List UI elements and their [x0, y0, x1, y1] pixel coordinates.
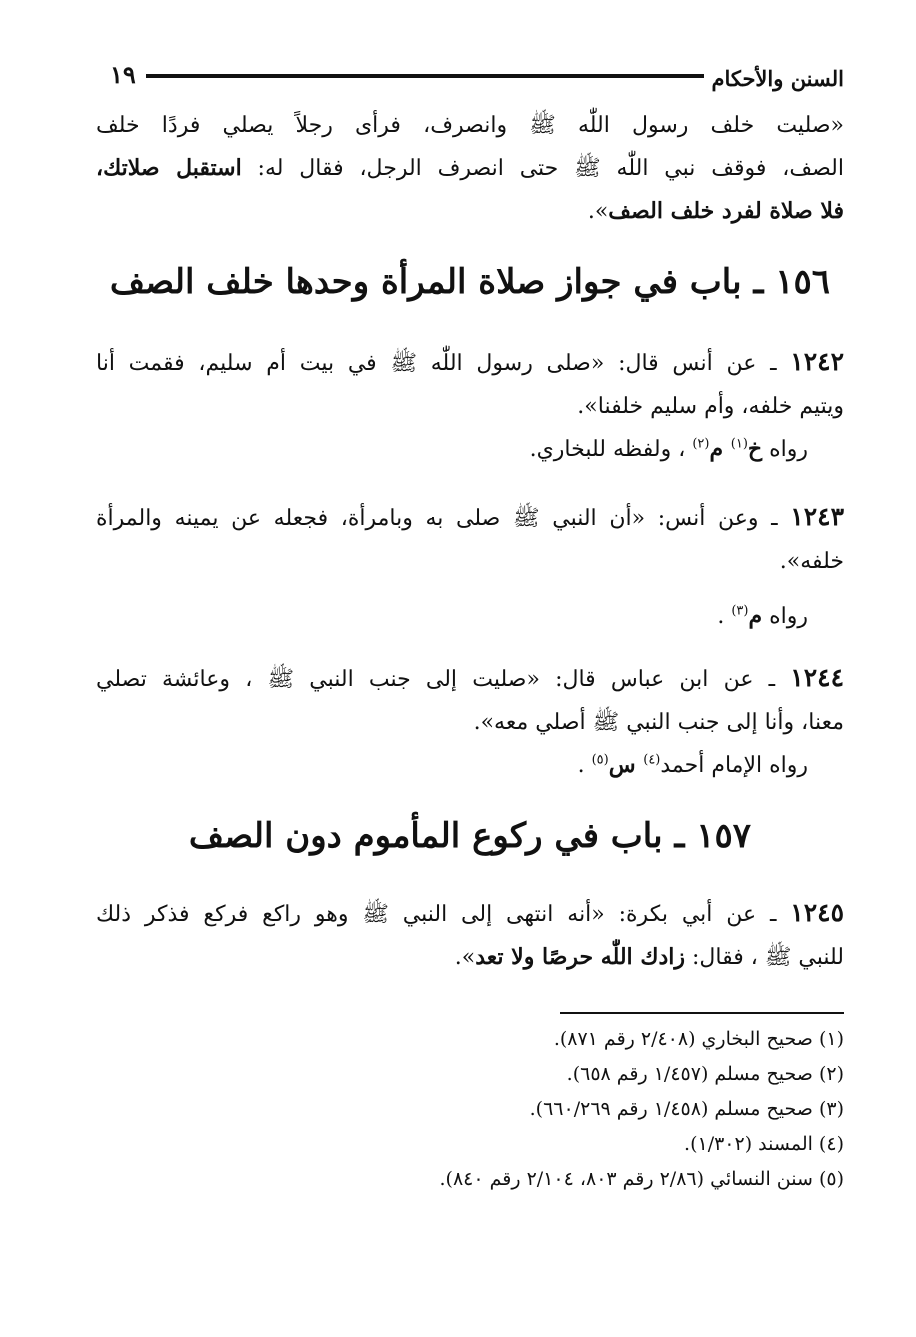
- text-run: ـ عن أبي بكرة: «أنه انتهى إلى النبي ﷺ وهو راكع فركع فذكر ذلك: [96, 902, 791, 927]
- text-line: معنا، وأنا إلى جنب النبي ﷺ أصلي معه».: [473, 710, 844, 735]
- text-line: «صليت خلف رسول اللّٰه ﷺ وانصرف، فرأى رجلاً يصلي فردًا خلف: [96, 113, 844, 138]
- hadith-number: ١٢٤٣: [790, 502, 844, 531]
- page-header: [110, 56, 844, 96]
- footnote: (٣) صحيح مسلم (١/٤٥٨ رقم ٦٦٠/٢٦٩).: [529, 1098, 844, 1120]
- text-run: ـ وعن أنس: «أن النبي ﷺ صلى به وبامرأة، فجعله عن يمينه والمرأة: [96, 506, 791, 531]
- source-abbrev: م: [748, 603, 763, 629]
- text-run: ».: [454, 945, 476, 970]
- text-run: .: [717, 604, 732, 629]
- footnotes: [300, 1022, 844, 1197]
- text-run: الصف، فوقف نبي اللّٰه ﷺ حتى انصرف الرجل، فقال له:: [241, 156, 844, 181]
- text-line: [96, 936, 844, 979]
- text-line: [96, 495, 844, 540]
- footnote-marker: (٥): [591, 752, 609, 768]
- source-abbrev: م: [709, 436, 731, 462]
- footnote-marker: (١): [730, 436, 748, 452]
- footnote-marker: (٣): [731, 603, 749, 619]
- chapter-heading-156: ١٥٦ ـ باب في جواز صلاة المرأة وحدها خلف الصف: [109, 262, 831, 302]
- footnote-marker: (٤): [643, 752, 661, 768]
- text-line: ويتيم خلفه، وأم سليم خلفنا».: [577, 394, 844, 419]
- footnote-separator: [560, 1012, 844, 1014]
- page-number: ١٩: [110, 60, 136, 89]
- source-abbrev: س: [608, 752, 644, 778]
- text-line: [96, 656, 844, 701]
- footnote: (٥) سنن النسائي (٢/٨٦ رقم ٨٠٣، ٢/١٠٤ رقم ٨٤٠).: [439, 1168, 844, 1190]
- text-run: ـ عن ابن عباس قال: «صليت إلى جنب النبي ﷺ ، وعائشة تصلي: [96, 667, 791, 692]
- text-run: رواه: [762, 437, 808, 462]
- chapter-heading-157: ١٥٧ ـ باب في ركوع المأموم دون الصف: [188, 816, 752, 856]
- hadith-number: ١٢٤٥: [790, 898, 844, 927]
- hadith-number: ١٢٤٤: [790, 663, 844, 692]
- source-reference: [96, 595, 844, 638]
- text-run: ـ عن أنس قال: «صلى رسول اللّٰه ﷺ في بيت أم سليم، فقمت أنا: [96, 351, 791, 376]
- text-line: [96, 340, 844, 385]
- text-line: [96, 891, 844, 936]
- text-line: [96, 147, 844, 190]
- running-title: السنن والأحكام: [711, 66, 844, 91]
- source-reference: [96, 744, 844, 787]
- hadith-1243: [96, 495, 844, 638]
- header-rule: [146, 74, 704, 78]
- source-abbrev: خ: [747, 436, 763, 462]
- source-reference: [96, 428, 844, 471]
- text-line: [96, 190, 844, 233]
- hadith-1242: [96, 340, 844, 471]
- hadith-1245: [96, 891, 844, 979]
- footnote: (١) صحيح البخاري (٢/٤٠٨ رقم ٨٧١).: [553, 1028, 844, 1050]
- hadith-number: ١٢٤٢: [790, 347, 844, 376]
- bold-phrase: زادك اللّٰه حرصًا ولا تعد: [475, 944, 685, 970]
- hadith-1244: [96, 656, 844, 787]
- bold-phrase: استقبل صلاتك،: [96, 155, 242, 181]
- footnote-marker: (٢): [692, 436, 710, 452]
- footnote: (٢) صحيح مسلم (١/٤٥٧ رقم ٦٥٨).: [566, 1063, 844, 1085]
- text-run: رواه: [762, 604, 808, 629]
- bold-phrase: فلا صلاة لفرد خلف الصف: [608, 198, 844, 224]
- continuation-paragraph: [96, 104, 844, 233]
- footnote: (٤) المسند (١/٣٠٢).: [684, 1133, 844, 1155]
- text-run: .: [577, 753, 592, 778]
- text-run: رواه الإمام أحمد: [660, 753, 808, 778]
- text-run: ، ولفظه للبخاري.: [529, 437, 693, 462]
- text-line: خلفه».: [779, 549, 844, 574]
- text-run: ».: [587, 199, 609, 224]
- text-run: للنبي ﷺ ، فقال:: [685, 945, 844, 970]
